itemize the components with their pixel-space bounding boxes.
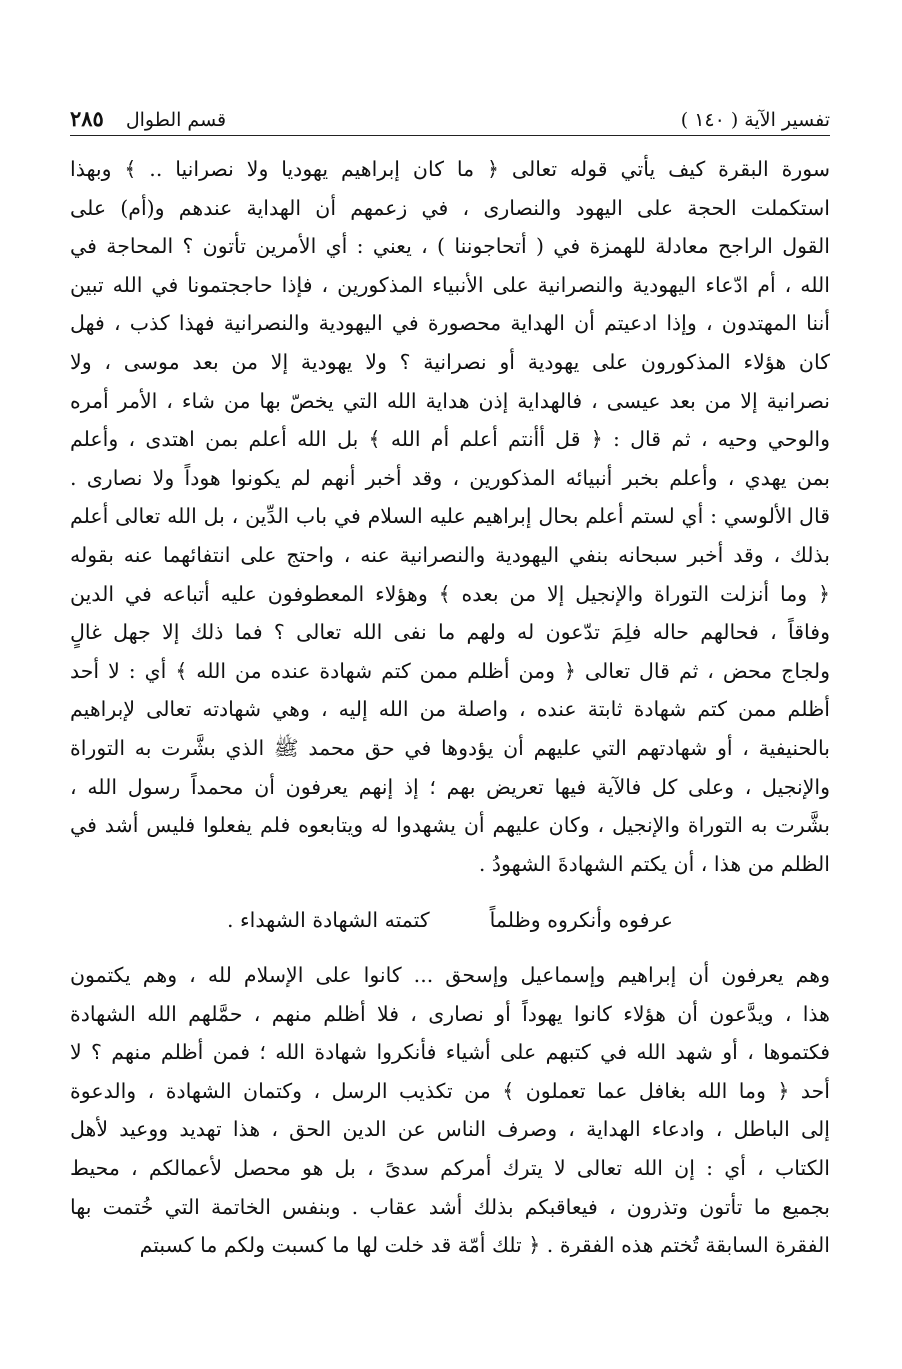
text-line: إلى الباطل ، وادعاء الهداية ، وصرف الناس عن الدين الحق ، هذا تهديد ووعيد لأهل [70, 1117, 830, 1142]
text-line: فكتموها ، أو شهد الله في كتبهم على أشياء فأنكروا شهادة الله ؛ فمن أظلم منهم ؟ لا [70, 1040, 830, 1065]
text-line: الله ، أم ادّعاء اليهودية والنصرانية على الأنبياء المذكورين ، فإذا حاججتمونا في الله تبين [70, 272, 830, 297]
text-line: بذلك ، وقد أخبر سبحانه بنفي اليهودية والنصرانية عنه ، واحتج على انتفائهما عنه بقوله [70, 542, 830, 567]
running-header [70, 96, 830, 136]
text-line: وفاقاً ، فحالهم حاله فلِمَ تدّعون له ولهم ما نفى الله تعالى ؟ فما ذلك إلا جهل غالٍ [70, 620, 830, 645]
text-line: القول الراجح معادلة للهمزة في ( أتحاجوننا ) ، يعني : أي الأمرين تأتون ؟ المحاجة في [70, 234, 830, 259]
text-line: نصرانية إلا من بعد عيسى ، فالهداية إذن هداية الله التي يخصّ بها من شاء ، الأمر أمره [70, 388, 830, 413]
text-line: كان هؤلاء المذكورون على يهودية أو نصرانية ؟ ولا يهودية إلا من بعد موسى ، ولا [70, 349, 830, 374]
text-line: استكملت الحجة على اليهود والنصارى ، في زعمهم أن الهداية عندهم و(أم) على [70, 195, 830, 220]
header-section: قسم الطوال [125, 109, 227, 131]
text-line: أحد ﴿ وما الله بغافل عما تعملون ﴾ من تكذيب الرسل ، وكتمان الشهادة ، والدعوة [70, 1078, 830, 1103]
header-title: تفسير الآية ( ١٤٠ ) [680, 109, 830, 131]
text-line: وهم يعرفون أن إبراهيم وإسماعيل وإسحق ... كانوا على الإسلام لله ، وهم يكتمون [70, 963, 830, 987]
text-line: أظلم ممن كتم شهادة ثابتة عنده ، واصلة من الله إليه ، وهي شهادته تعالى لإبراهيم [70, 697, 830, 722]
text-line: بجميع ما تأتون وتذرون ، فيعاقبكم بذلك أشد عقاب . وبنفس الخاتمة التي خُتمت بها [70, 1194, 830, 1219]
text-line: أننا المهتدون ، وإذا ادعيتم أن الهداية محصورة في اليهودية والنصرانية فهذا كذب ، فهل [70, 311, 830, 336]
header-left [70, 106, 226, 131]
main-paragraph [70, 150, 830, 883]
verse-first-hemistich: عرفوه وأنكروه وظلماً [489, 908, 673, 932]
text-line: ولجاج محض ، ثم قال تعالى ﴿ ومن أظلم ممن كتم شهادة عنده من الله ﴾ أي : لا أحد [70, 658, 830, 683]
verse-second-hemistich: كتمته الشهادة الشهداء . [227, 908, 430, 932]
text-line: الظلم من هذا ، أن يكتم الشهادةَ الشهودُ . [478, 851, 830, 876]
text-line: هذا ، ويدَّعون أن هؤلاء كانوا يهوداً أو نصارى ، فلا أظلم منهم ، حمَّلهم الله الشهادة [70, 1001, 830, 1026]
text-line: بالحنيفية ، أو شهادتهم التي عليهم أن يؤدوها في حق محمد ﷺ الذي بشَّرت به التوراة [70, 735, 830, 760]
text-line: والوحي وحيه ، ثم قال : ﴿ قل أأنتم أعلم أم الله ﴾ بل الله أعلم بمن اهتدى ، وأعلم [70, 427, 830, 452]
text-line: بمن يهدي ، وأعلم بخبر أنبيائه المذكورين ، وقد أخبر أنهم لم يكونوا هوداً ولا نصارى . [70, 465, 830, 490]
text-line: والإنجيل ، وعلى كل فالآية فيها تعريض بهم ؛ إذ إنهم يعرفون أن محمداً رسول الله ، [70, 774, 830, 799]
text-line: ﴿ وما أنزلت التوراة والإنجيل إلا من بعده ﴾ وهؤلاء المعطوفون عليه أتباعه في الدين [70, 581, 830, 606]
second-paragraph [70, 956, 830, 1265]
poetry-verse [70, 908, 830, 932]
text-line: الفقرة السابقة تُختم هذه الفقرة . ﴿ تلك أمّة قد خلت لها ما كسبت ولكم ما كسبتم [139, 1233, 830, 1258]
text-line: سورة البقرة كيف يأتي قوله تعالى ﴿ ما كان إبراهيم يهوديا ولا نصرانيا .. ﴾ وبهذا [70, 157, 830, 181]
text-line: بشَّرت به التوراة والإنجيل ، وكان عليهم أن يشهدوا له ويتابعوه فلم يفعلوا فليس أشد في [70, 813, 830, 838]
page-number: ٢٨٥ [70, 106, 104, 131]
header-right [681, 109, 830, 131]
text-line: قال الألوسي : أي لستم أعلم بحال إبراهيم عليه السلام في باب الدِّين ، بل الله تعالى أعلم [70, 504, 830, 529]
text-line: الكتاب ، أي : إن الله تعالى لا يترك أمركم سدىً ، بل هو محصل لأعمالكم ، محيط [70, 1155, 830, 1180]
